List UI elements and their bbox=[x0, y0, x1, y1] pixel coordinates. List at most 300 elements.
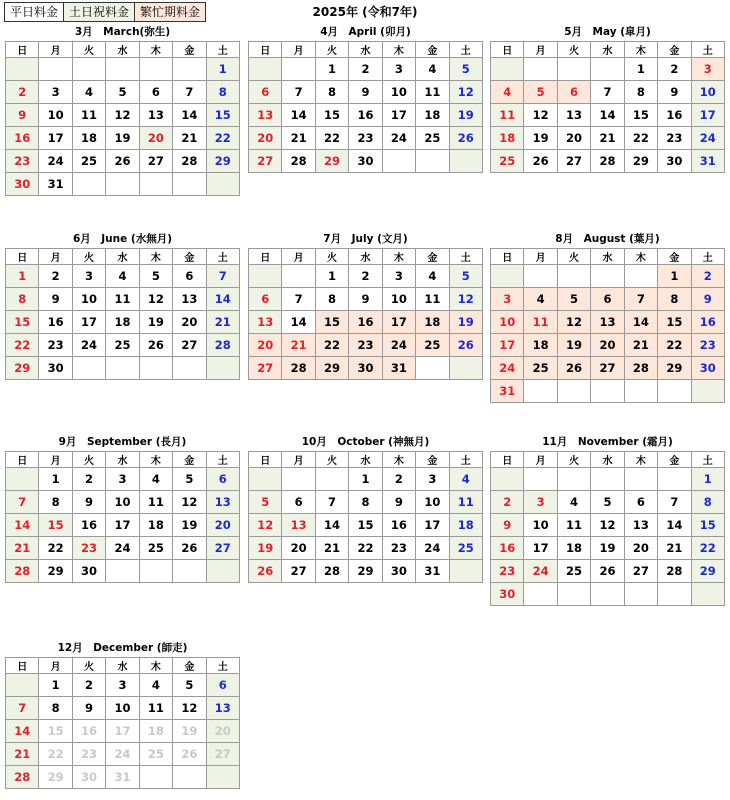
week-row bbox=[249, 311, 483, 334]
day-cell: 6 bbox=[206, 674, 239, 697]
weekday-header: 金 bbox=[658, 452, 691, 468]
day-cell: 11 bbox=[106, 288, 139, 311]
weekday-header: 金 bbox=[416, 42, 449, 58]
month-title: 12月 December (師走) bbox=[57, 642, 188, 654]
day-cell: 25 bbox=[416, 334, 449, 357]
day-cell: 10 bbox=[491, 311, 524, 334]
day-cell: 10 bbox=[106, 491, 139, 514]
week-row bbox=[491, 81, 725, 104]
week-row bbox=[491, 583, 725, 606]
day-cell: 20 bbox=[249, 334, 282, 357]
weekday-header: 月 bbox=[282, 42, 315, 58]
month-calendar bbox=[248, 231, 483, 380]
empty-cell bbox=[106, 173, 139, 196]
month-title: 4月 April (卯月) bbox=[320, 26, 411, 38]
day-cell: 27 bbox=[591, 357, 624, 380]
weekday-header: 日 bbox=[491, 452, 524, 468]
day-cell: 22 bbox=[315, 334, 348, 357]
day-cell: 14 bbox=[591, 104, 624, 127]
weekday-header: 火 bbox=[315, 452, 348, 468]
day-cell: 9 bbox=[349, 81, 382, 104]
weekday-header: 月 bbox=[39, 249, 72, 265]
week-row bbox=[249, 288, 483, 311]
day-cell: 28 bbox=[282, 150, 315, 173]
week-row bbox=[491, 288, 725, 311]
day-cell: 7 bbox=[591, 81, 624, 104]
day-cell: 27 bbox=[249, 357, 282, 380]
day-cell: 24 bbox=[72, 334, 105, 357]
day-cell: 30 bbox=[349, 150, 382, 173]
day-cell: 14 bbox=[206, 288, 239, 311]
day-cell: 24 bbox=[491, 357, 524, 380]
day-cell: 16 bbox=[382, 514, 415, 537]
weekday-header: 土 bbox=[449, 42, 482, 58]
weekday-header: 火 bbox=[557, 452, 590, 468]
day-cell: 4 bbox=[139, 468, 172, 491]
week-row bbox=[6, 560, 240, 583]
weekday-header: 水 bbox=[106, 658, 139, 674]
empty-cell bbox=[524, 468, 557, 491]
day-cell: 26 bbox=[173, 743, 206, 766]
weekday-header-row bbox=[6, 658, 240, 674]
week-row bbox=[6, 81, 240, 104]
empty-cell bbox=[249, 468, 282, 491]
day-cell: 21 bbox=[658, 537, 691, 560]
day-cell: 1 bbox=[315, 58, 348, 81]
day-cell: 18 bbox=[72, 127, 105, 150]
day-cell: 22 bbox=[658, 334, 691, 357]
weekday-header: 土 bbox=[206, 249, 239, 265]
day-cell: 25 bbox=[106, 334, 139, 357]
day-cell: 3 bbox=[691, 58, 724, 81]
day-cell: 17 bbox=[416, 514, 449, 537]
day-cell: 14 bbox=[6, 514, 39, 537]
day-cell: 18 bbox=[416, 104, 449, 127]
day-cell: 8 bbox=[39, 697, 72, 720]
empty-cell bbox=[6, 58, 39, 81]
day-cell: 27 bbox=[249, 150, 282, 173]
weekday-header: 日 bbox=[249, 249, 282, 265]
day-cell: 28 bbox=[6, 766, 39, 789]
weekday-header: 月 bbox=[39, 452, 72, 468]
weekday-header: 日 bbox=[6, 452, 39, 468]
empty-cell bbox=[591, 468, 624, 491]
week-row bbox=[6, 743, 240, 766]
day-cell: 29 bbox=[206, 150, 239, 173]
day-cell: 9 bbox=[72, 697, 105, 720]
weekday-header-row bbox=[6, 42, 240, 58]
day-cell: 27 bbox=[206, 743, 239, 766]
day-cell: 1 bbox=[691, 468, 724, 491]
day-cell: 19 bbox=[249, 537, 282, 560]
day-cell: 22 bbox=[691, 537, 724, 560]
day-cell: 16 bbox=[72, 720, 105, 743]
week-row bbox=[491, 491, 725, 514]
day-cell: 31 bbox=[39, 173, 72, 196]
day-cell: 6 bbox=[206, 468, 239, 491]
day-cell: 26 bbox=[249, 560, 282, 583]
month-title: 3月 March(弥生) bbox=[74, 26, 171, 38]
day-cell: 5 bbox=[449, 265, 482, 288]
empty-cell bbox=[624, 468, 657, 491]
week-row bbox=[491, 514, 725, 537]
week-row bbox=[6, 766, 240, 789]
day-cell: 7 bbox=[206, 265, 239, 288]
empty-cell bbox=[139, 560, 172, 583]
day-cell: 29 bbox=[624, 150, 657, 173]
weekday-header: 木 bbox=[139, 42, 172, 58]
day-cell: 21 bbox=[315, 537, 348, 560]
day-cell: 3 bbox=[39, 81, 72, 104]
day-cell: 18 bbox=[139, 514, 172, 537]
empty-cell bbox=[249, 265, 282, 288]
week-row bbox=[491, 537, 725, 560]
empty-cell bbox=[106, 357, 139, 380]
weekday-header: 水 bbox=[349, 249, 382, 265]
empty-cell bbox=[449, 150, 482, 173]
week-row bbox=[249, 537, 483, 560]
empty-cell bbox=[557, 583, 590, 606]
day-cell: 18 bbox=[416, 311, 449, 334]
day-cell: 22 bbox=[39, 537, 72, 560]
empty-cell bbox=[173, 560, 206, 583]
day-cell: 7 bbox=[282, 81, 315, 104]
month-table bbox=[5, 657, 240, 789]
weekday-header: 水 bbox=[349, 452, 382, 468]
empty-cell bbox=[206, 357, 239, 380]
weekday-header: 土 bbox=[449, 249, 482, 265]
empty-cell bbox=[139, 58, 172, 81]
day-cell: 22 bbox=[624, 127, 657, 150]
week-row bbox=[491, 127, 725, 150]
day-cell: 22 bbox=[315, 127, 348, 150]
day-cell: 23 bbox=[349, 334, 382, 357]
day-cell: 4 bbox=[491, 81, 524, 104]
day-cell: 12 bbox=[173, 491, 206, 514]
week-row bbox=[491, 150, 725, 173]
week-row bbox=[491, 265, 725, 288]
weekday-header: 月 bbox=[39, 658, 72, 674]
empty-cell bbox=[315, 468, 348, 491]
weekday-header-row bbox=[249, 249, 483, 265]
empty-cell bbox=[449, 560, 482, 583]
day-cell: 10 bbox=[382, 81, 415, 104]
weekday-header: 土 bbox=[691, 249, 724, 265]
day-cell: 17 bbox=[691, 104, 724, 127]
weekday-header: 月 bbox=[282, 452, 315, 468]
day-cell: 10 bbox=[524, 514, 557, 537]
week-row bbox=[249, 357, 483, 380]
weekday-header: 金 bbox=[658, 42, 691, 58]
day-cell: 15 bbox=[39, 514, 72, 537]
day-cell: 26 bbox=[449, 334, 482, 357]
weekday-header: 日 bbox=[6, 42, 39, 58]
weekday-header: 水 bbox=[591, 42, 624, 58]
day-cell: 19 bbox=[139, 311, 172, 334]
day-cell: 6 bbox=[591, 288, 624, 311]
day-cell: 24 bbox=[691, 127, 724, 150]
day-cell: 7 bbox=[173, 81, 206, 104]
day-cell: 17 bbox=[524, 537, 557, 560]
day-cell: 1 bbox=[315, 265, 348, 288]
day-cell: 2 bbox=[72, 468, 105, 491]
day-cell: 15 bbox=[315, 104, 348, 127]
weekday-header: 日 bbox=[6, 249, 39, 265]
day-cell: 9 bbox=[691, 288, 724, 311]
day-cell: 2 bbox=[349, 265, 382, 288]
weekday-header: 木 bbox=[139, 452, 172, 468]
day-cell: 27 bbox=[173, 334, 206, 357]
day-cell: 13 bbox=[173, 288, 206, 311]
weekday-header-row bbox=[491, 452, 725, 468]
day-cell: 7 bbox=[315, 491, 348, 514]
day-cell: 12 bbox=[449, 81, 482, 104]
day-cell: 11 bbox=[139, 697, 172, 720]
weekday-header: 火 bbox=[315, 42, 348, 58]
day-cell: 25 bbox=[557, 560, 590, 583]
month-calendar bbox=[490, 24, 725, 173]
day-cell: 30 bbox=[658, 150, 691, 173]
day-cell: 24 bbox=[524, 560, 557, 583]
day-cell: 11 bbox=[139, 491, 172, 514]
day-cell: 9 bbox=[6, 104, 39, 127]
day-cell: 8 bbox=[315, 81, 348, 104]
week-row bbox=[6, 58, 240, 81]
day-cell: 16 bbox=[349, 104, 382, 127]
weekday-header: 金 bbox=[173, 249, 206, 265]
day-cell: 24 bbox=[382, 334, 415, 357]
month-calendar bbox=[248, 24, 483, 173]
weekday-header: 木 bbox=[382, 42, 415, 58]
day-cell: 19 bbox=[449, 311, 482, 334]
empty-cell bbox=[624, 265, 657, 288]
day-cell: 6 bbox=[249, 81, 282, 104]
weekday-header-row bbox=[491, 249, 725, 265]
week-row bbox=[491, 104, 725, 127]
day-cell: 28 bbox=[591, 150, 624, 173]
day-cell: 12 bbox=[557, 311, 590, 334]
weekday-header: 木 bbox=[382, 452, 415, 468]
day-cell: 25 bbox=[139, 743, 172, 766]
empty-cell bbox=[6, 674, 39, 697]
day-cell: 4 bbox=[416, 265, 449, 288]
empty-cell bbox=[139, 766, 172, 789]
empty-cell bbox=[624, 380, 657, 403]
day-cell: 9 bbox=[349, 288, 382, 311]
day-cell: 20 bbox=[206, 514, 239, 537]
day-cell: 5 bbox=[249, 491, 282, 514]
weekday-header: 月 bbox=[524, 452, 557, 468]
day-cell: 11 bbox=[449, 491, 482, 514]
day-cell: 14 bbox=[173, 104, 206, 127]
weekday-header: 金 bbox=[173, 42, 206, 58]
week-row bbox=[491, 311, 725, 334]
day-cell: 15 bbox=[624, 104, 657, 127]
day-cell: 30 bbox=[491, 583, 524, 606]
day-cell: 2 bbox=[39, 265, 72, 288]
day-cell: 19 bbox=[449, 104, 482, 127]
day-cell: 27 bbox=[557, 150, 590, 173]
empty-cell bbox=[6, 468, 39, 491]
day-cell: 2 bbox=[72, 674, 105, 697]
day-cell: 29 bbox=[6, 357, 39, 380]
empty-cell bbox=[491, 468, 524, 491]
day-cell: 6 bbox=[282, 491, 315, 514]
weekday-header: 木 bbox=[139, 658, 172, 674]
day-cell: 20 bbox=[282, 537, 315, 560]
weekday-header-row bbox=[249, 452, 483, 468]
day-cell: 26 bbox=[106, 150, 139, 173]
day-cell: 12 bbox=[249, 514, 282, 537]
day-cell: 14 bbox=[658, 514, 691, 537]
week-row bbox=[249, 81, 483, 104]
day-cell: 15 bbox=[349, 514, 382, 537]
week-row bbox=[491, 468, 725, 491]
week-row bbox=[6, 150, 240, 173]
day-cell: 29 bbox=[315, 150, 348, 173]
week-row bbox=[249, 491, 483, 514]
day-cell: 29 bbox=[39, 560, 72, 583]
weekday-header: 土 bbox=[691, 452, 724, 468]
day-cell: 21 bbox=[173, 127, 206, 150]
day-cell: 22 bbox=[206, 127, 239, 150]
day-cell: 23 bbox=[72, 537, 105, 560]
empty-cell bbox=[139, 357, 172, 380]
day-cell: 30 bbox=[349, 357, 382, 380]
day-cell: 28 bbox=[315, 560, 348, 583]
day-cell: 18 bbox=[524, 334, 557, 357]
day-cell: 24 bbox=[106, 743, 139, 766]
day-cell: 21 bbox=[6, 537, 39, 560]
day-cell: 30 bbox=[72, 766, 105, 789]
weekday-header: 日 bbox=[491, 42, 524, 58]
day-cell: 29 bbox=[349, 560, 382, 583]
day-cell: 20 bbox=[249, 127, 282, 150]
day-cell: 18 bbox=[491, 127, 524, 150]
day-cell: 18 bbox=[557, 537, 590, 560]
empty-cell bbox=[524, 265, 557, 288]
day-cell: 13 bbox=[557, 104, 590, 127]
month-title: 11月 November (霜月) bbox=[542, 436, 673, 448]
day-cell: 4 bbox=[449, 468, 482, 491]
day-cell: 21 bbox=[591, 127, 624, 150]
weekday-header: 木 bbox=[624, 452, 657, 468]
week-row bbox=[249, 468, 483, 491]
day-cell: 21 bbox=[206, 311, 239, 334]
day-cell: 31 bbox=[106, 766, 139, 789]
empty-cell bbox=[416, 357, 449, 380]
day-cell: 28 bbox=[282, 357, 315, 380]
week-row bbox=[6, 127, 240, 150]
month-table bbox=[5, 248, 240, 380]
day-cell: 13 bbox=[249, 311, 282, 334]
day-cell: 1 bbox=[349, 468, 382, 491]
day-cell: 24 bbox=[106, 537, 139, 560]
day-cell: 12 bbox=[106, 104, 139, 127]
month-calendar bbox=[5, 24, 240, 196]
day-cell: 24 bbox=[416, 537, 449, 560]
day-cell: 15 bbox=[658, 311, 691, 334]
weekday-header: 日 bbox=[249, 452, 282, 468]
day-cell: 8 bbox=[691, 491, 724, 514]
day-cell: 19 bbox=[524, 127, 557, 150]
day-cell: 2 bbox=[349, 58, 382, 81]
day-cell: 7 bbox=[282, 288, 315, 311]
day-cell: 30 bbox=[382, 560, 415, 583]
weekday-header: 火 bbox=[557, 42, 590, 58]
month-table bbox=[5, 451, 240, 583]
empty-cell bbox=[449, 357, 482, 380]
day-cell: 16 bbox=[39, 311, 72, 334]
day-cell: 13 bbox=[591, 311, 624, 334]
empty-cell bbox=[591, 583, 624, 606]
day-cell: 19 bbox=[173, 514, 206, 537]
day-cell: 22 bbox=[349, 537, 382, 560]
weekday-header: 金 bbox=[416, 249, 449, 265]
day-cell: 31 bbox=[382, 357, 415, 380]
day-cell: 1 bbox=[6, 265, 39, 288]
day-cell: 16 bbox=[349, 311, 382, 334]
day-cell: 5 bbox=[139, 265, 172, 288]
day-cell: 20 bbox=[624, 537, 657, 560]
month-calendar bbox=[5, 434, 240, 583]
day-cell: 31 bbox=[416, 560, 449, 583]
week-row bbox=[249, 104, 483, 127]
day-cell: 11 bbox=[524, 311, 557, 334]
empty-cell bbox=[72, 357, 105, 380]
empty-cell bbox=[557, 380, 590, 403]
day-cell: 16 bbox=[72, 514, 105, 537]
day-cell: 11 bbox=[416, 81, 449, 104]
day-cell: 7 bbox=[6, 697, 39, 720]
day-cell: 7 bbox=[6, 491, 39, 514]
week-row bbox=[6, 288, 240, 311]
day-cell: 21 bbox=[6, 743, 39, 766]
day-cell: 8 bbox=[658, 288, 691, 311]
weekday-header-row bbox=[249, 42, 483, 58]
empty-cell bbox=[416, 150, 449, 173]
weekday-header: 土 bbox=[206, 452, 239, 468]
empty-cell bbox=[591, 58, 624, 81]
weekday-header: 日 bbox=[249, 42, 282, 58]
empty-cell bbox=[591, 265, 624, 288]
month-title: 8月 August (葉月) bbox=[555, 233, 660, 245]
day-cell: 28 bbox=[658, 560, 691, 583]
empty-cell bbox=[491, 265, 524, 288]
weekday-header: 水 bbox=[106, 249, 139, 265]
month-calendar bbox=[5, 231, 240, 380]
day-cell: 25 bbox=[491, 150, 524, 173]
day-cell: 23 bbox=[6, 150, 39, 173]
week-row bbox=[6, 334, 240, 357]
day-cell: 23 bbox=[491, 560, 524, 583]
day-cell: 23 bbox=[39, 334, 72, 357]
week-row bbox=[491, 560, 725, 583]
empty-cell bbox=[524, 583, 557, 606]
week-row bbox=[249, 150, 483, 173]
month-table bbox=[490, 451, 725, 606]
weekday-header: 火 bbox=[557, 249, 590, 265]
day-cell: 4 bbox=[139, 674, 172, 697]
day-cell: 5 bbox=[557, 288, 590, 311]
weekday-header: 火 bbox=[72, 42, 105, 58]
day-cell: 13 bbox=[206, 697, 239, 720]
day-cell: 23 bbox=[658, 127, 691, 150]
day-cell: 3 bbox=[491, 288, 524, 311]
day-cell: 3 bbox=[106, 674, 139, 697]
empty-cell bbox=[206, 766, 239, 789]
day-cell: 23 bbox=[72, 743, 105, 766]
